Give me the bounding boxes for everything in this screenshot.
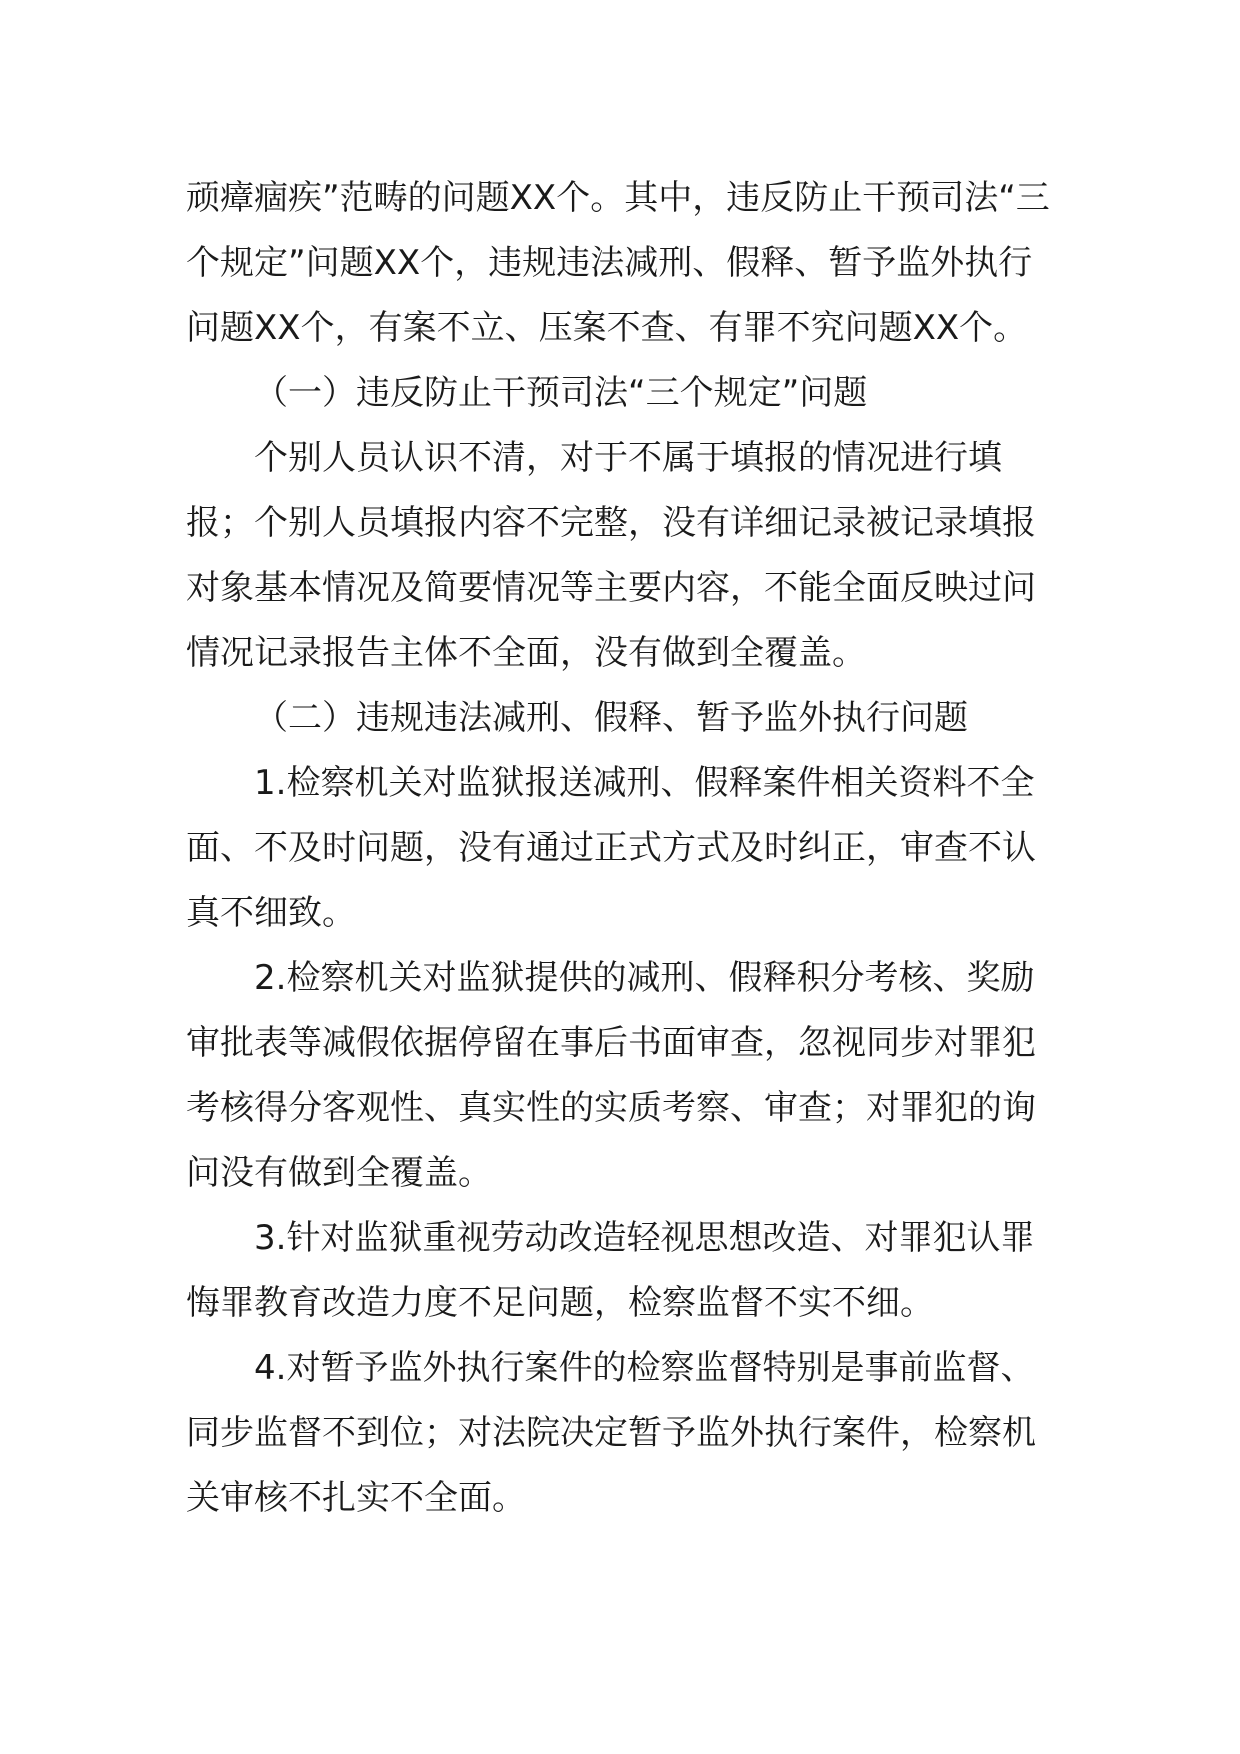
list-item-2: 2.检察机关对监狱提供的减刑、假释积分考核、奖励审批表等减假依据停留在事后书面审查，忽视同步对罪犯考核得分客观性、真实性的实质考察、审查；对罪犯的询问没有做到全覆盖。: [186, 958, 1036, 1193]
summary-paragraph: 顽瘴痼疾”范畴的问题XX个。其中，违反防止干预司法“三个规定”问题XX个，违规违法减刑、假释、暂予监外执行问题XX个，有案不立、压案不查、有罪不究问题XX个。: [186, 178, 1050, 348]
section-heading-1: （一）违反防止干预司法“三个规定”问题: [254, 373, 868, 413]
list-item-3: 3.针对监狱重视劳动改造轻视思想改造、对罪犯认罪悔罪教育改造力度不足问题，检察监督不实不细。: [186, 1218, 1035, 1323]
list-item-4: 4.对暂予监外执行案件的检察监督特别是事前监督、同步监督不到位；对法院决定暂予监外执行案件，检察机关审核不扎实不全面。: [186, 1348, 1036, 1518]
list-item-1: 1.检察机关对监狱报送减刑、假释案件相关资料不全面、不及时问题，没有通过正式方式及时纠正，审查不认真不细致。: [186, 763, 1036, 933]
section-1-paragraph: 个别人员认识不清，对于不属于填报的情况进行填报；个别人员填报内容不完整，没有详细记录被记录填报对象基本情况及简要情况等主要内容，不能全面反映过问情况记录报告主体不全面，没有做到全覆盖。: [186, 438, 1036, 673]
section-heading-2: （二）违规违法减刑、假释、暂予监外执行问题: [254, 698, 968, 738]
document-body: [186, 166, 1066, 1531]
